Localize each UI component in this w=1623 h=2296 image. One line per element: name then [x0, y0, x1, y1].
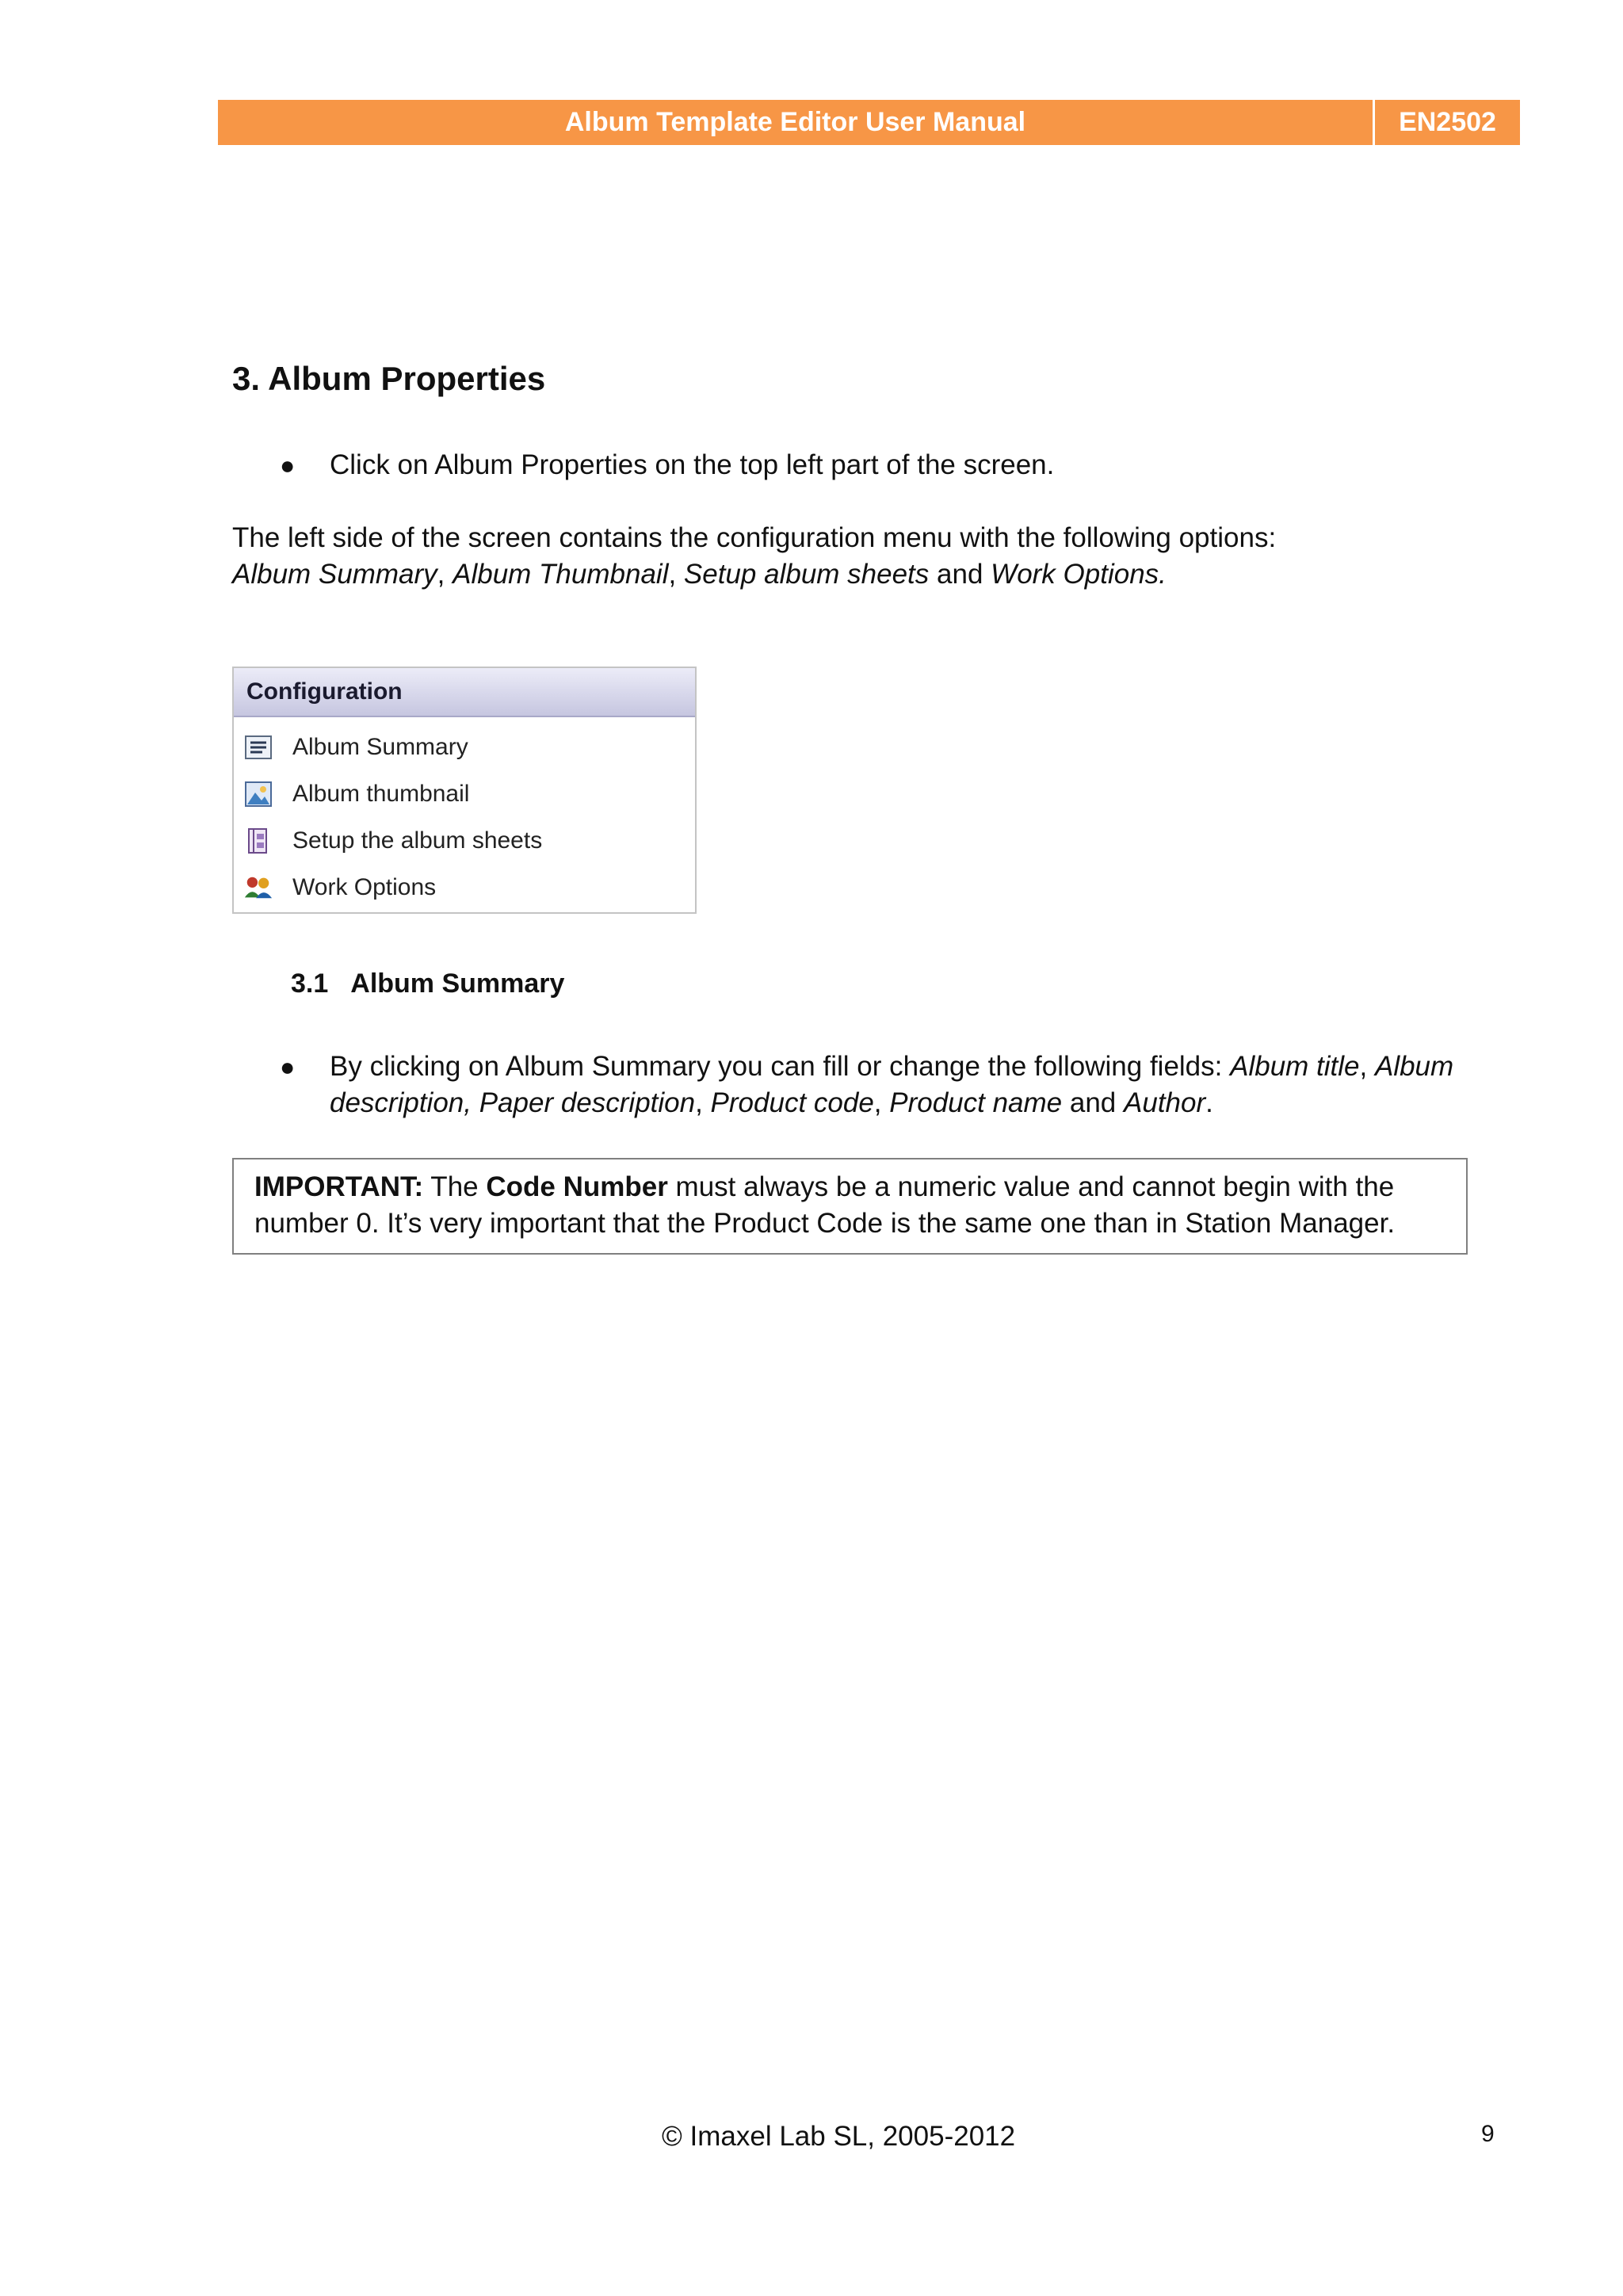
subsection-title: Album Summary — [350, 968, 565, 999]
note-text: must always be a numeric value and cannot begin with the — [667, 1171, 1395, 1202]
bullet-text: Click on Album Properties on the top left part of the screen. — [330, 449, 1055, 480]
options-line — [232, 556, 1500, 593]
thumbnail-image-icon — [243, 779, 273, 809]
copyright-icon: © — [662, 2121, 682, 2152]
option-name: Setup album sheets — [683, 559, 930, 590]
subsection-number: 3.1 — [291, 968, 329, 999]
album-sheets-icon — [243, 826, 273, 856]
bullet-icon: ● — [280, 451, 296, 479]
copyright-text: Imaxel Lab SL, 2005-2012 — [682, 2121, 1016, 2152]
option-name: Album Summary — [232, 559, 437, 590]
section-heading: 3. Album Properties — [232, 360, 546, 397]
config-item-label: Album Summary — [292, 733, 468, 760]
header-title: Album Template Editor User Manual — [564, 107, 1026, 137]
field-name: Album — [1374, 1051, 1454, 1082]
config-item-label: Album thumbnail — [292, 780, 470, 807]
separator: , — [695, 1087, 711, 1118]
note-text: number 0. It’s very important that the Product Code is the same one than in Station Manager. — [254, 1208, 1396, 1239]
separator: and — [929, 559, 991, 590]
separator: , — [1359, 1051, 1375, 1082]
page-number: 9 — [1481, 2121, 1495, 2147]
field-name: description, Paper description — [330, 1087, 696, 1118]
paragraph-line: The left side of the screen contains the configuration menu with the following options: — [232, 522, 1277, 553]
bullet-lead: By clicking on Album Summary you can fill or change the following fields: — [330, 1051, 1231, 1082]
page-header — [218, 100, 1520, 145]
note-bold-term: Code Number — [486, 1171, 668, 1202]
config-item-album-summary[interactable] — [234, 724, 695, 770]
separator: and — [1062, 1087, 1125, 1118]
config-item-album-thumbnail[interactable] — [234, 770, 695, 817]
field-name: Product name — [889, 1087, 1063, 1118]
config-item-label: Setup the album sheets — [292, 827, 543, 854]
important-note-box — [232, 1158, 1468, 1255]
summary-list-icon — [243, 732, 273, 762]
footer-copyright — [662, 2121, 1015, 2153]
separator: , — [873, 1087, 890, 1118]
config-item-work-options[interactable] — [234, 864, 695, 911]
configuration-panel-title: Configuration — [234, 668, 695, 717]
option-name: Album Thumbnail — [453, 559, 669, 590]
configuration-panel-screenshot — [232, 667, 697, 914]
subsection-heading — [291, 968, 564, 999]
field-name: Album title — [1230, 1051, 1360, 1082]
users-options-icon — [243, 873, 273, 903]
field-name: Author — [1124, 1087, 1206, 1118]
option-name: Work Options. — [991, 559, 1167, 590]
bullet-text — [330, 1049, 1453, 1121]
important-label: IMPORTANT: — [254, 1171, 424, 1202]
note-text: The — [423, 1171, 487, 1202]
bullet-item — [232, 447, 1054, 483]
bullet-icon: ● — [280, 1052, 296, 1081]
config-item-label: Work Options — [292, 873, 437, 900]
intro-paragraph — [232, 520, 1500, 593]
separator: . — [1205, 1087, 1213, 1118]
field-name: Product code — [710, 1087, 874, 1118]
bullet-item — [232, 1049, 1468, 1121]
separator: , — [437, 559, 453, 590]
header-doc-code: EN2502 — [1399, 107, 1496, 137]
config-item-setup-sheets[interactable] — [234, 817, 695, 864]
separator: , — [668, 559, 684, 590]
